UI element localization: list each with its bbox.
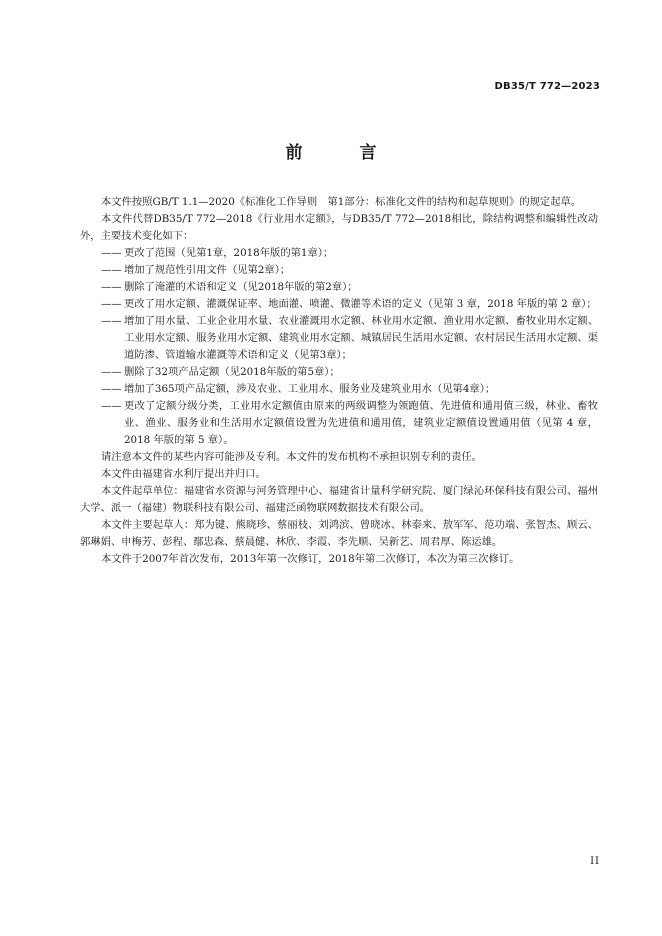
dash-marker: ——	[101, 298, 122, 310]
list-item-text: 更改了定额分级分类，工业用水定额值由原来的两级调整为领跑值、先进值和通用值三级，林业、畜牧业、渔业、服务业和生活用水定额值设置为先进值和通用值，建筑业定额值设置通用值（见第 4 章，2018 年版的第 5 章）。	[124, 400, 598, 446]
dash-marker: ——	[101, 366, 122, 378]
dash-marker: ——	[101, 247, 122, 259]
list-item	[80, 245, 598, 262]
list-item-text: 增加了365项产品定额，涉及农业、工业用水、服务业及建筑业用水（见第4章）；	[124, 383, 496, 395]
list-item	[80, 381, 598, 398]
list-item-text: 更改了用水定额、灌溉保证率、地面灌、喷灌、微灌等术语的定义（见第 3 章，2018 年版的第 2 章）；	[124, 298, 597, 310]
paragraph-drafting-units: 本文件起草单位：福建省水资源与河务管理中心、福建省计量科学研究院、厦门绿沁环保科技有限公司、福州大学、派一（福建）物联科技有限公司、福建泛函物联网数据技术有限公司。	[80, 485, 598, 514]
list-item	[80, 296, 598, 313]
dash-marker: ——	[101, 264, 122, 276]
paragraph-history: 本文件于2007年首次发布，2013年第一次修订，2018年第二次修订，本次为第三次修订。	[101, 553, 520, 565]
paragraph-replacement: 本文件代替DB35/T 772—2018《行业用水定额》，与DB35/T 772—2018相比，除结构调整和编辑性改动外，主要技术变化如下：	[80, 213, 598, 242]
list-item-text: 删除了淹灌的术语和定义（见2018年版的第2章）；	[124, 281, 358, 293]
list-item-text: 增加了规范性引用文件（见第2章）；	[124, 264, 291, 276]
paragraph-patent-notice: 请注意本文件的某些内容可能涉及专利。本文件的发布机构不承担识别专利的责任。	[101, 451, 482, 463]
dash-marker: ——	[101, 315, 122, 327]
list-item	[80, 262, 598, 279]
document-body	[80, 194, 598, 568]
document-code: DB35/T 772—2023	[494, 81, 600, 92]
list-item-text: 增加了用水量、工业企业用水量、农业灌溉用水定额、林业用水定额、渔业用水定额、畜牧业用水定额、工业用水定额、服务业用水定额、建筑业用水定额、城镇居民生活用水定额、农村居民生活用水定额、渠道防渗、管道输水灌溉等术语和定义（见第3章）；	[124, 315, 598, 361]
paragraph-drafters: 本文件主要起草人：郑为键、熊晓珍、蔡丽枝、刘鸿滨、曾晓冰、林泰来、敖军军、范功端、张智杰、顾云、郭琳娟、申梅芳、彭程、鄢忠森、蔡晨健、林欣、李霞、李先顺、吴新艺、周君厚、陈运雄。	[80, 519, 598, 548]
page-number: II	[590, 856, 600, 867]
list-item-text: 删除了32项产品定额（见2018年版的第5章）；	[124, 366, 340, 378]
list-item	[80, 364, 598, 381]
page-title: 前 言	[285, 143, 397, 163]
list-item	[80, 398, 598, 449]
list-item-text: 更改了范围（见第1章，2018年版的第1章）；	[124, 247, 334, 259]
dash-marker: ——	[101, 400, 122, 412]
paragraph-proposer: 本文件由福建省水利厅提出并归口。	[101, 468, 266, 480]
dash-marker: ——	[101, 383, 122, 395]
list-item	[80, 313, 598, 364]
dash-marker: ——	[101, 281, 122, 293]
paragraph-drafting-rules: 本文件按照GB/T 1.1—2020《标准化工作导则 第1部分：标准化文件的结构和起草规则》的规定起草。	[101, 196, 582, 208]
list-item	[80, 279, 598, 296]
